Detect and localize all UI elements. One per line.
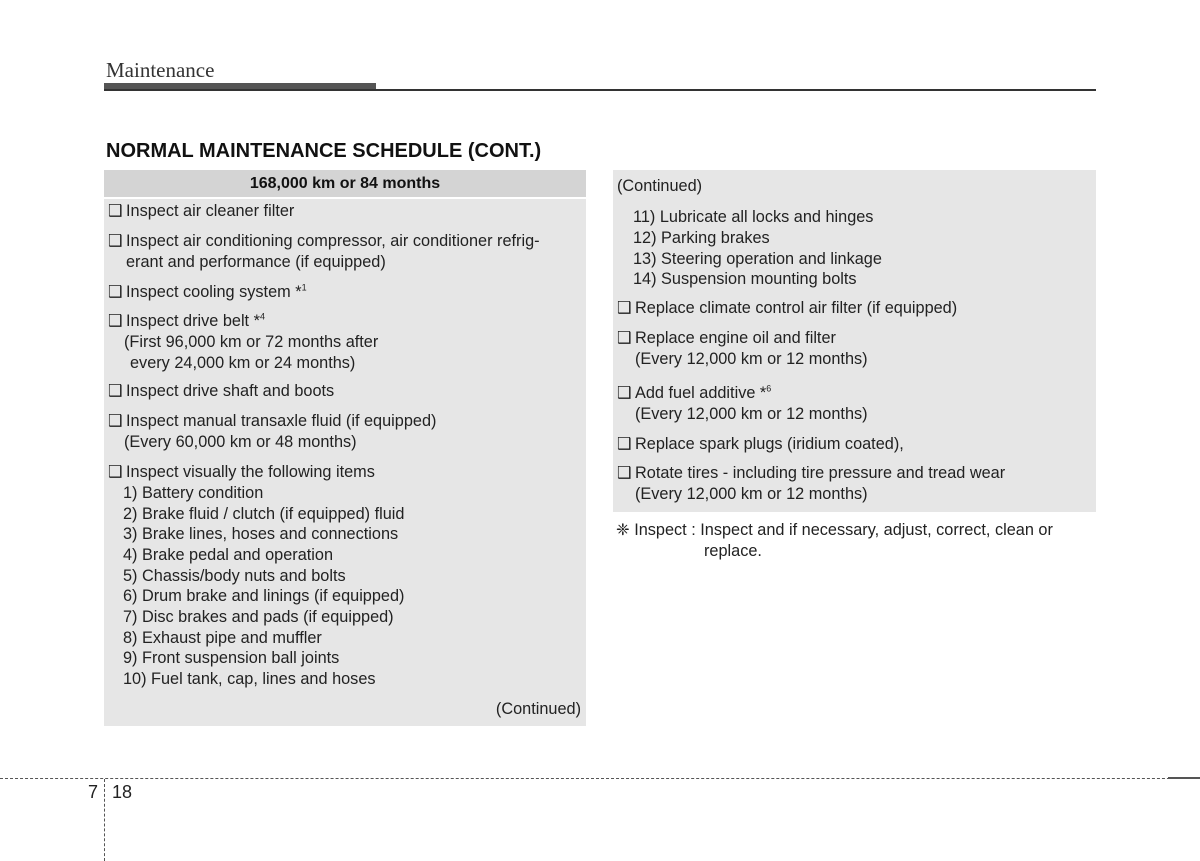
item-text: Add fuel additive *	[635, 384, 767, 402]
inspect-note	[616, 520, 1053, 562]
header-title: Maintenance	[106, 58, 215, 82]
footer-divider	[104, 779, 105, 861]
note-icon: ❈	[616, 521, 630, 539]
checkbox-icon: ❑	[617, 435, 632, 453]
schedule-panel-left	[104, 170, 586, 726]
checkbox-icon: ❑	[617, 464, 632, 482]
item-text: Inspect air conditioning compressor, air conditioner refrig-	[126, 232, 540, 250]
note-label: Inspect :	[634, 521, 696, 539]
continued-label: (Continued)	[495, 700, 581, 718]
list-item	[617, 328, 836, 349]
visual-item: 8) Exhaust pipe and muffler	[123, 629, 322, 647]
item-interval: (First 96,000 km or 72 months after	[124, 333, 379, 351]
list-item	[617, 463, 1005, 484]
list-item	[108, 381, 334, 402]
footer-rule	[0, 778, 1200, 779]
item-text: Inspect drive shaft and boots	[126, 382, 335, 400]
list-item	[617, 383, 771, 404]
chapter-number: 7	[88, 782, 99, 802]
visual-item: 9) Front suspension ball joints	[123, 649, 340, 667]
visual-item: 14) Suspension mounting bolts	[633, 270, 857, 288]
checkbox-icon: ❑	[617, 299, 632, 317]
list-item	[108, 201, 294, 222]
list-item	[108, 311, 265, 332]
visual-item: 3) Brake lines, hoses and connections	[123, 525, 399, 543]
visual-item: 6) Drum brake and linings (if equipped)	[123, 587, 405, 605]
visual-item: 12) Parking brakes	[633, 229, 770, 247]
item-continuation: erant and performance (if equipped)	[126, 253, 386, 271]
note-text-continuation: replace.	[704, 542, 762, 560]
item-interval: (Every 12,000 km or 12 months)	[635, 485, 868, 503]
item-text: Rotate tires - including tire pressure and tread wear	[635, 464, 1006, 482]
item-text: Inspect visually the following items	[126, 463, 375, 481]
item-text: Inspect air cleaner filter	[126, 202, 295, 220]
list-item	[108, 462, 375, 483]
continued-label: (Continued)	[617, 177, 703, 195]
item-text: Inspect drive belt *	[126, 312, 260, 330]
footnote-marker: 6	[766, 383, 772, 394]
checkbox-icon: ❑	[108, 202, 123, 220]
list-item	[108, 231, 540, 252]
list-item	[617, 434, 904, 455]
header-rule	[104, 89, 1096, 91]
footnote-marker: 1	[301, 282, 307, 293]
item-interval: (Every 12,000 km or 12 months)	[635, 350, 868, 368]
checkbox-icon: ❑	[617, 329, 632, 347]
item-text: Replace climate control air filter (if equipped)	[635, 299, 958, 317]
item-interval: (Every 60,000 km or 48 months)	[124, 433, 357, 451]
item-text: Inspect manual transaxle fluid (if equipped)	[126, 412, 437, 430]
footer-rule-end	[1168, 777, 1200, 779]
visual-item: 5) Chassis/body nuts and bolts	[123, 567, 346, 585]
section-title: NORMAL MAINTENANCE SCHEDULE (CONT.)	[106, 140, 542, 162]
item-text: Replace engine oil and filter	[635, 329, 836, 347]
checkbox-icon: ❑	[108, 382, 123, 400]
checkbox-icon: ❑	[108, 283, 123, 301]
list-item	[108, 282, 307, 303]
interval-header: 168,000 km or 84 months	[104, 170, 586, 199]
visual-item: 4) Brake pedal and operation	[123, 546, 333, 564]
note-text: Inspect and if necessary, adjust, correct, clean or	[700, 521, 1053, 539]
checkbox-icon: ❑	[108, 232, 123, 250]
item-text: Inspect cooling system *	[126, 283, 302, 301]
item-interval: (Every 12,000 km or 12 months)	[635, 405, 868, 423]
checkbox-icon: ❑	[108, 412, 123, 430]
checkbox-icon: ❑	[108, 463, 123, 481]
page-number: 18	[112, 782, 133, 802]
visual-item: 7) Disc brakes and pads (if equipped)	[123, 608, 394, 626]
item-interval: every 24,000 km or 24 months)	[130, 354, 356, 372]
list-item	[617, 298, 957, 319]
schedule-panel-right	[613, 170, 1096, 512]
visual-item: 1) Battery condition	[123, 484, 264, 502]
visual-item: 11) Lubricate all locks and hinges	[633, 208, 874, 226]
checkbox-icon: ❑	[617, 384, 632, 402]
list-item	[108, 411, 436, 432]
visual-item: 2) Brake fluid / clutch (if equipped) fluid	[123, 505, 405, 523]
checkbox-icon: ❑	[108, 312, 123, 330]
footnote-marker: 4	[259, 311, 265, 322]
item-text: Replace spark plugs (iridium coated),	[635, 435, 904, 453]
visual-item: 10) Fuel tank, cap, lines and hoses	[123, 670, 376, 688]
visual-item: 13) Steering operation and linkage	[633, 250, 882, 268]
